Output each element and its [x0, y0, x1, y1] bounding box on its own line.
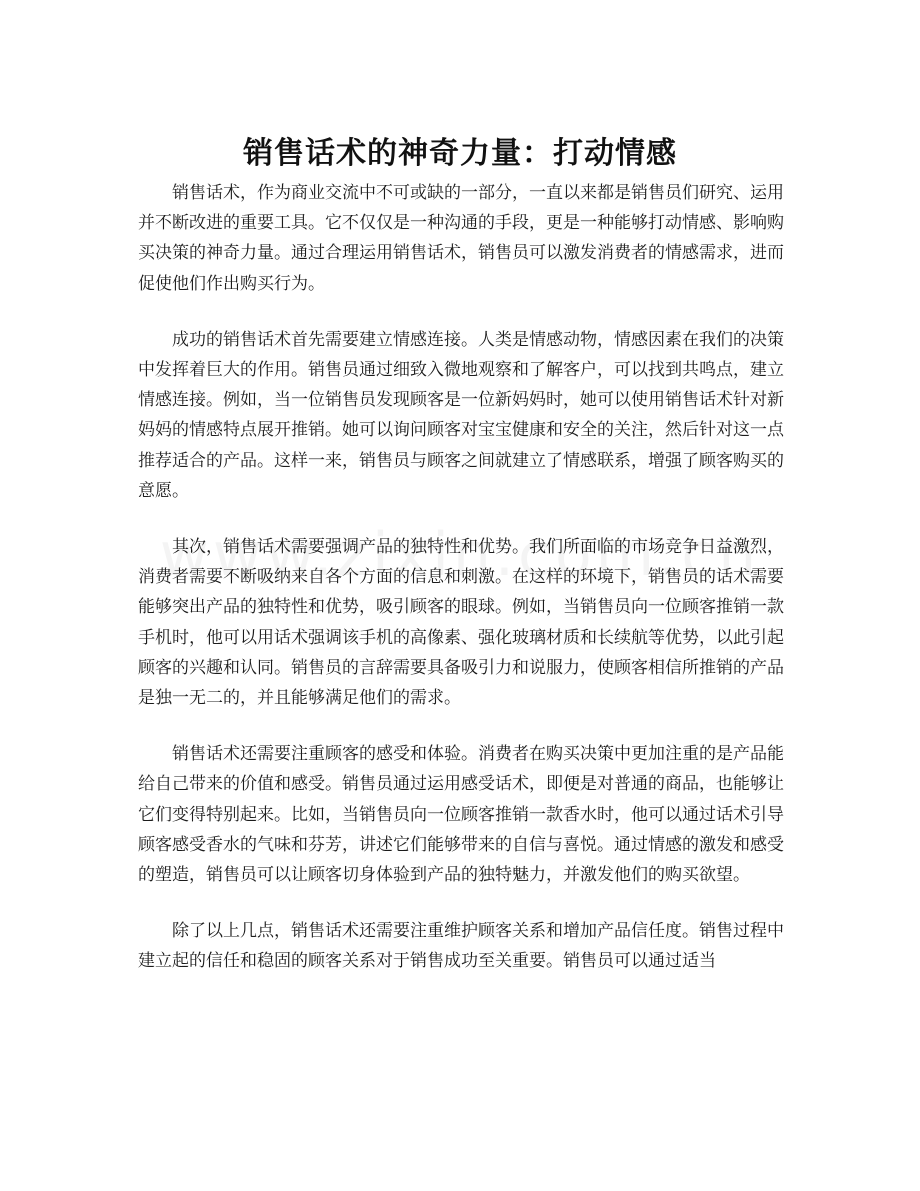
article-body	[138, 178, 784, 1003]
paragraph-4: 销售话术还需要注重顾客的感受和体验。消费者在购买决策中更加注重的是产品能给自己带来的价值和感受。销售员通过运用感受话术，即便是对普通的商品，也能够让它们变得特别起来。比如，当销售员向一位顾客推销一款香水时，他可以通过话术引导顾客感受香水的气味和芬芳，讲述它们能够带来的自信与喜悦。通过情感的激发和感受的塑造，销售员可以让顾客切身体验到产品的独特魅力，并激发他们的购买欲望。	[138, 744, 784, 886]
page-title: 销售话术的神奇力量：打动情感	[243, 136, 677, 172]
paragraph-3: 其次，销售话术需要强调产品的独特性和优势。我们所面临的市场竞争日益激烈，消费者需要不断吸纳来自各个方面的信息和刺激。在这样的环境下，销售员的话术需要能够突出产品的独特性和优势，吸引顾客的眼球。例如，当销售员向一位顾客推销一款手机时，他可以用话术强调该手机的高像素、强化玻璃材质和长续航等优势，以此引起顾客的兴趣和认同。销售员的言辞需要具备吸引力和说服力，使顾客相信所推销的产品是独一无二的，并且能够满足他们的需求。	[138, 537, 784, 709]
paragraph-2: 成功的销售话术首先需要建立情感连接。人类是情感动物，情感因素在我们的决策中发挥着巨大的作用。销售员通过细致入微地观察和了解客户，可以找到共鸣点，建立情感连接。例如，当一位销售员发现顾客是一位新妈妈时，她可以使用销售话术针对新妈妈的情感特点展开推销。她可以询问顾客对宝宝健康和安全的关注，然后针对这一点推荐适合的产品。这样一来，销售员与顾客之间就建立了情感联系，增强了顾客购买的意愿。	[138, 329, 784, 501]
paragraph-5: 除了以上几点，销售话术还需要注重维护顾客关系和增加产品信任度。销售过程中建立起的信任和稳固的顾客关系对于销售成功至关重要。销售员可以通过适当	[138, 921, 784, 972]
paragraph-1: 销售话术，作为商业交流中不可或缺的一部分，一直以来都是销售员们研究、运用并不断改进的重要工具。它不仅仅是一种沟通的手段，更是一种能够打动情感、影响购买决策的神奇力量。通过合理运用销售话术，销售员可以激发消费者的情感需求，进而促使他们作出购买行为。	[138, 183, 784, 294]
